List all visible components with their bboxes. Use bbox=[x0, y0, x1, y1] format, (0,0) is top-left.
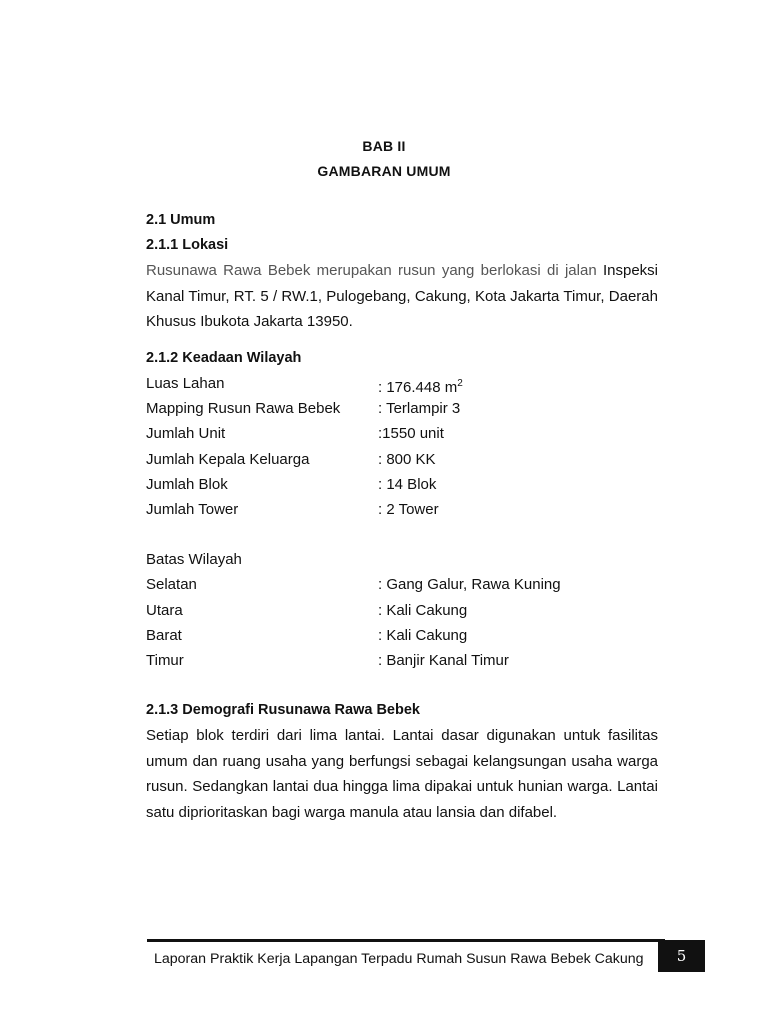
lokasi-paragraph bbox=[146, 258, 658, 335]
batas-row bbox=[146, 648, 658, 673]
keadaan-row bbox=[146, 497, 658, 522]
section-2-1-2 bbox=[146, 346, 658, 673]
batas-row bbox=[146, 623, 658, 648]
batas-label: Timur bbox=[146, 651, 184, 669]
keadaan-row bbox=[146, 396, 658, 421]
luas-lahan-value: : 176.448 m bbox=[378, 379, 458, 396]
footer-divider bbox=[147, 939, 665, 942]
batas-row bbox=[146, 572, 658, 597]
section-2-1-3-title: 2.1.3 Demografi Rusunawa Rawa Bebek bbox=[146, 702, 420, 718]
keadaan-row bbox=[146, 472, 658, 497]
keadaan-label: Jumlah Unit bbox=[146, 425, 226, 443]
chapter-number: BAB II bbox=[362, 138, 406, 154]
batas-value: : Banjir Kanal Timur bbox=[378, 651, 509, 669]
keadaan-label: Jumlah Kepala Keluarga bbox=[146, 450, 310, 468]
keadaan-label: Jumlah Tower bbox=[146, 500, 239, 518]
batas-label: Barat bbox=[146, 626, 182, 644]
page-number: 5 bbox=[658, 940, 705, 972]
section-2-1 bbox=[146, 208, 658, 335]
section-2-1-title: 2.1 Umum bbox=[146, 212, 216, 228]
keadaan-value: :1550 unit bbox=[378, 425, 444, 443]
batas-value: : Kali Cakung bbox=[378, 626, 468, 644]
keadaan-label: Luas Lahan bbox=[146, 375, 225, 392]
section-2-1-1-title: 2.1.1 Lokasi bbox=[146, 237, 229, 253]
batas-value: : Kali Cakung bbox=[378, 601, 468, 619]
section-2-1-2-title: 2.1.2 Keadaan Wilayah bbox=[146, 350, 302, 366]
keadaan-row bbox=[146, 421, 658, 446]
batas-wilayah-title: Batas Wilayah bbox=[146, 551, 242, 569]
batas-row bbox=[146, 598, 658, 623]
keadaan-row bbox=[146, 447, 658, 472]
lokasi-text-lead: Rusunawa Rawa Bebek merupakan rusun yang berlokasi di jalan bbox=[146, 262, 603, 279]
demografi-paragraph: Setiap blok terdiri dari lima lantai. Lantai dasar digunakan untuk fasilitas umum dan ruang usaha yang berfungsi sebagai kelangsungan usaha warga rusun. Sedangkan lantai dua hingga lima dipakai untuk hunian warga. Lantai satu diprioritaskan bagi warga manula atau lansia dan difabel. bbox=[146, 727, 658, 821]
keadaan-value: : Terlampir 3 bbox=[378, 400, 461, 418]
keadaan-value: : 800 KK bbox=[378, 450, 436, 468]
batas-value: : Gang Galur, Rawa Kuning bbox=[378, 576, 561, 594]
batas-label: Utara bbox=[146, 601, 183, 619]
section-2-1-3 bbox=[146, 698, 658, 825]
keadaan-label: Mapping Rusun Rawa Bebek bbox=[146, 400, 341, 418]
chapter-title: GAMBARAN UMUM bbox=[317, 163, 451, 179]
batas-label: Selatan bbox=[146, 576, 197, 594]
keadaan-row-luas-lahan bbox=[146, 371, 658, 396]
footer-text: Laporan Praktik Kerja Lapangan Terpadu Rumah Susun Rawa Bebek Cakung bbox=[154, 951, 644, 967]
keadaan-value: : 14 Blok bbox=[378, 475, 437, 493]
keadaan-value: : 2 Tower bbox=[378, 500, 439, 518]
batas-wilayah-title-row bbox=[146, 547, 658, 572]
keadaan-label: Jumlah Blok bbox=[146, 475, 228, 493]
lokasi-text-rest: Inspeksi Kanal Timur, RT. 5 / RW.1, Pulogebang, Cakung, Kota Jakarta Timur, Daerah Khusus Ibukota Jakarta 13950. bbox=[146, 262, 658, 330]
luas-lahan-unit-sup: 2 bbox=[457, 378, 463, 389]
